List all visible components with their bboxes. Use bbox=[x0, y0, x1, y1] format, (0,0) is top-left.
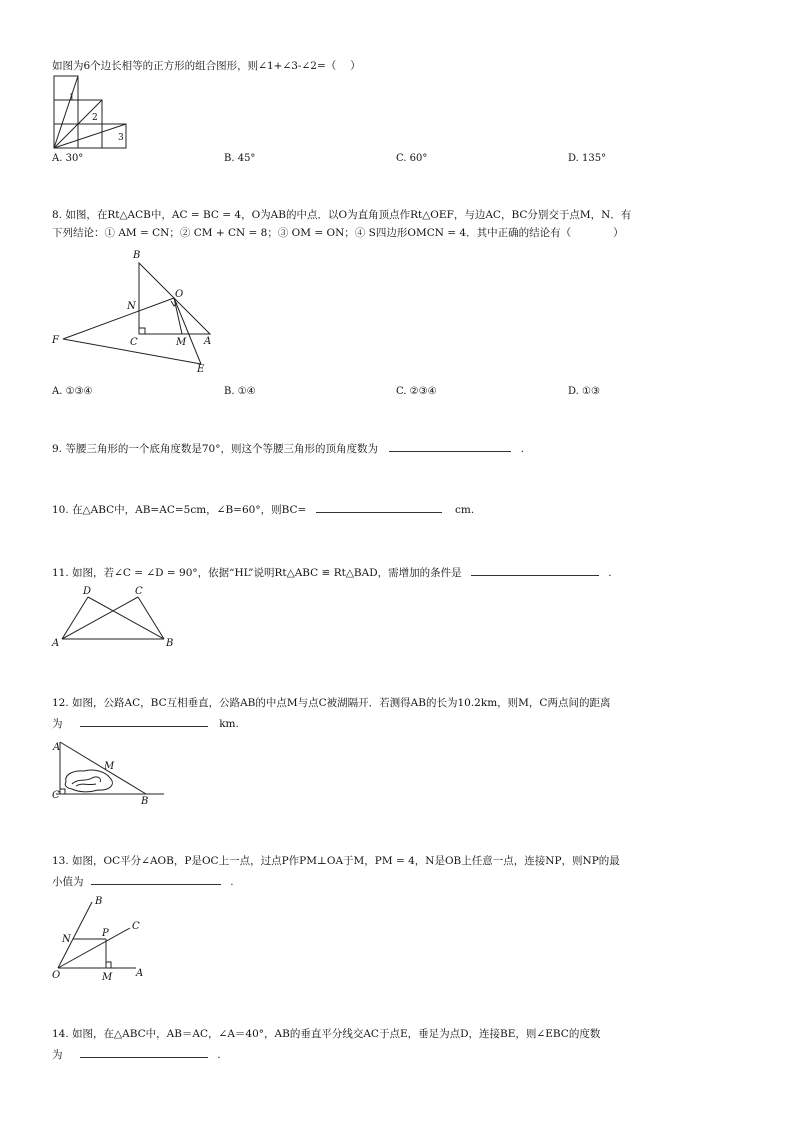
q12-line2: 为 bbox=[52, 718, 63, 730]
q13-line2: 小值为 bbox=[52, 876, 84, 888]
q7-option-b[interactable]: B. 45° bbox=[224, 153, 256, 164]
q14-end: . bbox=[217, 1049, 221, 1061]
q12-figure bbox=[52, 738, 172, 808]
q8-figure bbox=[52, 250, 222, 375]
q7-label-3: 3 bbox=[118, 133, 124, 143]
q8-label-m: M bbox=[176, 337, 187, 348]
q13-label-c: C bbox=[132, 921, 140, 932]
q11-label-b: B bbox=[166, 638, 174, 649]
q14-question-line2 bbox=[52, 1045, 752, 1064]
q11-question bbox=[52, 563, 752, 582]
q9-question bbox=[52, 439, 752, 458]
q7-option-d[interactable]: D. 135° bbox=[568, 153, 607, 164]
q7-label-1: 1 bbox=[69, 93, 75, 103]
q9-end: . bbox=[520, 443, 524, 455]
q13-line1: 13. 如图，OC平分∠AOB，P是OC上一点，过点P作PM⊥OA于M，PM = 4，N是OB上任意一点，连接NP，则NP的最 bbox=[52, 855, 620, 867]
q13-figure bbox=[50, 894, 160, 984]
q8-line1: 8. 如图，在Rt△ACB中，AC = BC = 4，O为AB的中点．以O为直角顶点作Rt△OEF，与边AC，BC分别交于点M，N．有 bbox=[52, 209, 632, 221]
q12-label-a: A bbox=[53, 742, 61, 753]
q13-end: . bbox=[230, 876, 234, 888]
q12-label-c: C bbox=[52, 790, 60, 801]
q7-label-2: 2 bbox=[92, 113, 98, 123]
q12-answer-blank[interactable] bbox=[80, 714, 208, 727]
q10-end: cm. bbox=[455, 504, 475, 516]
q8-label-a: A bbox=[204, 336, 212, 347]
q8-option-d[interactable]: D. ①③ bbox=[568, 386, 600, 397]
q11-end: . bbox=[608, 567, 612, 579]
q12-label-m: M bbox=[104, 761, 115, 772]
q10-question bbox=[52, 500, 752, 519]
q10-answer-blank[interactable] bbox=[316, 500, 442, 513]
q13-label-n: N bbox=[62, 934, 71, 945]
q7-option-c[interactable]: C. 60° bbox=[396, 153, 428, 164]
q11-answer-blank[interactable] bbox=[471, 563, 599, 576]
q12-label-b: B bbox=[141, 796, 149, 807]
q13-label-a: A bbox=[136, 968, 144, 979]
q9-answer-blank[interactable] bbox=[389, 439, 511, 452]
q13-answer-blank[interactable] bbox=[91, 872, 221, 885]
q11-figure bbox=[52, 584, 182, 650]
q14-line2: 为 bbox=[52, 1049, 63, 1061]
q12-question-line2 bbox=[52, 714, 752, 733]
q11-label-d: D bbox=[83, 586, 92, 597]
q8-option-a[interactable]: A. ①③④ bbox=[52, 386, 93, 397]
q8-label-n: N bbox=[127, 301, 136, 312]
q9-text: 9. 等腰三角形的一个底角度数是70°，则这个等腰三角形的顶角度数为 bbox=[52, 443, 378, 455]
q8-label-b: B bbox=[133, 250, 141, 261]
q14-line1: 14. 如图，在△ABC中，AB＝AC，∠A＝40°，AB的垂直平分线交AC于点E，垂足为点D，连接BE，则∠EBC的度数 bbox=[52, 1028, 601, 1040]
q8-label-e: E bbox=[197, 364, 205, 375]
q11-label-c: C bbox=[135, 586, 143, 597]
q13-question-line2 bbox=[52, 872, 752, 891]
q11-text: 11. 如图，若∠C = ∠D = 90°，依据“HL”说明Rt△ABC ≌ Rt△BAD，需增加的条件是 bbox=[52, 567, 462, 579]
q8-option-b[interactable]: B. ①④ bbox=[224, 386, 256, 397]
q8-label-c: C bbox=[130, 337, 138, 348]
q10-text: 10. 在△ABC中，AB=AC=5cm，∠B=60°，则BC= bbox=[52, 504, 307, 516]
q7-option-a[interactable]: A. 30° bbox=[52, 153, 84, 164]
q7-figure bbox=[52, 74, 132, 150]
q8-label-f: F bbox=[52, 335, 59, 346]
q8-line2: 下列结论：① AM = CN；② CM + CN = 8；③ OM = ON；④ S四边形OMCN = 4．其中正确的结论有（ ） bbox=[52, 227, 624, 239]
q8-option-c[interactable]: C. ②③④ bbox=[396, 386, 437, 397]
q13-label-o: O bbox=[52, 970, 61, 981]
q7-text: 如图为6个边长相等的正方形的组合图形，则∠1+∠3-∠2=（ ） bbox=[52, 60, 361, 72]
q11-label-a: A bbox=[52, 638, 60, 649]
q8-label-o: O bbox=[175, 289, 184, 300]
q12-line1: 12. 如图，公路AC，BC互相垂直，公路AB的中点M与点C被湖隔开．若测得AB的长为10.2km，则M，C两点间的距离 bbox=[52, 697, 611, 709]
q13-label-b: B bbox=[95, 896, 103, 907]
q14-answer-blank[interactable] bbox=[80, 1045, 208, 1058]
q13-label-m: M bbox=[102, 972, 113, 983]
q12-end: km. bbox=[219, 718, 239, 730]
q13-label-p: P bbox=[102, 928, 109, 939]
